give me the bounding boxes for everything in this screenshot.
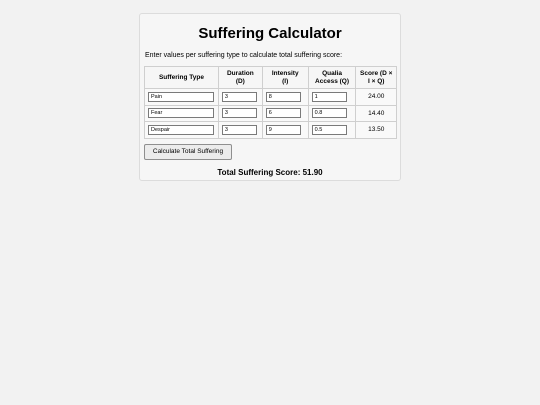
duration-input-pain[interactable]: 3	[222, 92, 257, 102]
header-score: Score (D × I × Q)	[356, 67, 397, 89]
table-header-row	[145, 67, 397, 89]
table-row	[145, 89, 397, 106]
header-intensity: Intensity (I)	[262, 67, 308, 89]
duration-input-despair[interactable]: 3	[222, 125, 257, 135]
score-fear: 14.40	[356, 105, 397, 122]
instructions-text: Enter values per suffering type to calculate total suffering score:	[145, 52, 343, 59]
header-qualia-access: Qualia Access (Q)	[308, 67, 356, 89]
intensity-input-despair[interactable]: 9	[266, 125, 301, 135]
type-input-fear[interactable]: Fear	[148, 108, 214, 118]
table-row	[145, 122, 397, 139]
type-input-pain[interactable]: Pain	[148, 92, 214, 102]
type-input-despair[interactable]: Despair	[148, 125, 214, 135]
intensity-input-pain[interactable]: 8	[266, 92, 301, 102]
calculator-card	[139, 13, 401, 181]
qualia-input-despair[interactable]: 0.5	[312, 125, 347, 135]
page-title: Suffering Calculator	[198, 25, 342, 42]
score-pain: 24.00	[356, 89, 397, 106]
table-row	[145, 105, 397, 122]
qualia-input-fear[interactable]: 0.8	[312, 108, 347, 118]
suffering-table	[144, 66, 397, 139]
header-suffering-type: Suffering Type	[145, 67, 219, 89]
duration-input-fear[interactable]: 3	[222, 108, 257, 118]
qualia-input-pain[interactable]: 1	[312, 92, 347, 102]
header-duration: Duration (D)	[218, 67, 262, 89]
calculate-total-button[interactable]: Calculate Total Suffering	[144, 144, 232, 160]
intensity-input-fear[interactable]: 6	[266, 108, 301, 118]
score-despair: 13.50	[356, 122, 397, 139]
total-score-text: Total Suffering Score: 51.90	[217, 168, 323, 177]
